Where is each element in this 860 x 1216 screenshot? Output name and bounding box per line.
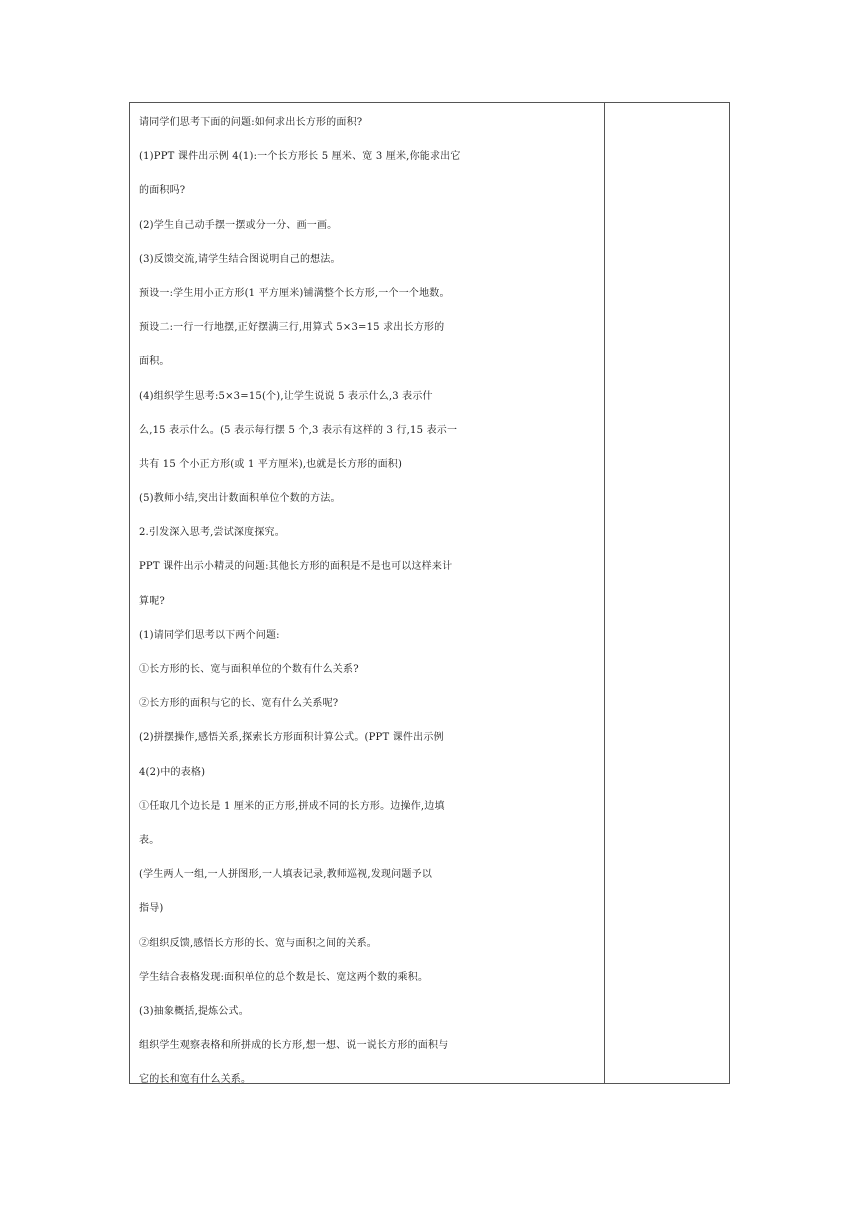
text-line: (3)抽象概括,提炼公式。 <box>139 1005 249 1017</box>
text-line: (3)反馈交流,请学生结合图说明自己的想法。 <box>139 253 341 265</box>
text-line: 预设一:学生用小正方形(1 平方厘米)铺满整个长方形,一个一个地数。 <box>139 287 450 299</box>
text-line: (学生两人一组,一人拼图形,一人填表记录,教师巡视,发现问题予以 <box>139 869 433 881</box>
text-line: 么,15 表示什么。(5 表示每行摆 5 个,3 表示有这样的 3 行,15 表示一 <box>139 424 458 436</box>
lesson-content-cell <box>130 103 604 1086</box>
text-line: (2)学生自己动手摆一摆或分一分、画一画。 <box>139 219 338 231</box>
text-line: ②长方形的面积与它的长、宽有什么关系呢? <box>139 698 339 710</box>
text-line: (2)拼摆操作,感悟关系,探索长方形面积计算公式。(PPT 课件出示例 <box>139 732 444 744</box>
text-line: 预设二:一行一行地摆,正好摆满三行,用算式 5×3=15 求出长方形的 <box>139 322 445 334</box>
text-line: ①任取几个边长是 1 厘米的正方形,拼成不同的长方形。边操作,边填 <box>139 800 445 812</box>
text-line: ①长方形的长、宽与面积单位的个数有什么关系? <box>139 664 359 675</box>
text-line: 指导) <box>139 903 164 915</box>
text-line: 组织学生观察表格和所拼成的长方形,想一想、说一说长方形的面积与 <box>139 1040 449 1052</box>
text-line: 学生结合表格发现:面积单位的总个数是长、宽这两个数的乘积。 <box>139 971 429 983</box>
text-line: 请同学们思考下面的问题:如何求出长方形的面积? <box>139 117 363 128</box>
text-line: (1)PPT 课件出示例 4(1):一个长方形长 5 厘米、宽 3 厘米,你能求出它 <box>139 151 461 163</box>
text-line: 它的长和宽有什么关系。 <box>139 1074 252 1086</box>
text-line: (4)组织学生思考:5×3=15(个),让学生说说 5 表示什么,3 表示什 <box>139 390 433 402</box>
text-line: (1)请同学们思考以下两个问题: <box>139 629 280 641</box>
text-line: 的面积吗? <box>139 185 186 197</box>
text-line: 4(2)中的表格) <box>139 766 206 778</box>
text-line: 2.引发深入思考,尝试深度探究。 <box>139 527 285 539</box>
text-line: ②组织反馈,感悟长方形的长、宽与面积之间的关系。 <box>139 937 377 949</box>
text-line: 算呢? <box>139 595 165 607</box>
text-line: 共有 15 个小正方形(或 1 平方厘米),也就是长方形的面积) <box>139 458 403 470</box>
text-line: PPT 课件出示小精灵的问题:其他长方形的面积是不是也可以这样来计 <box>139 561 453 573</box>
text-line: 表。 <box>139 834 160 846</box>
text-line: (5)教师小结,突出计数面积单位个数的方法。 <box>139 493 341 505</box>
notes-cell <box>605 103 729 1083</box>
lesson-table <box>129 102 730 1084</box>
text-line: 面积。 <box>139 356 170 368</box>
